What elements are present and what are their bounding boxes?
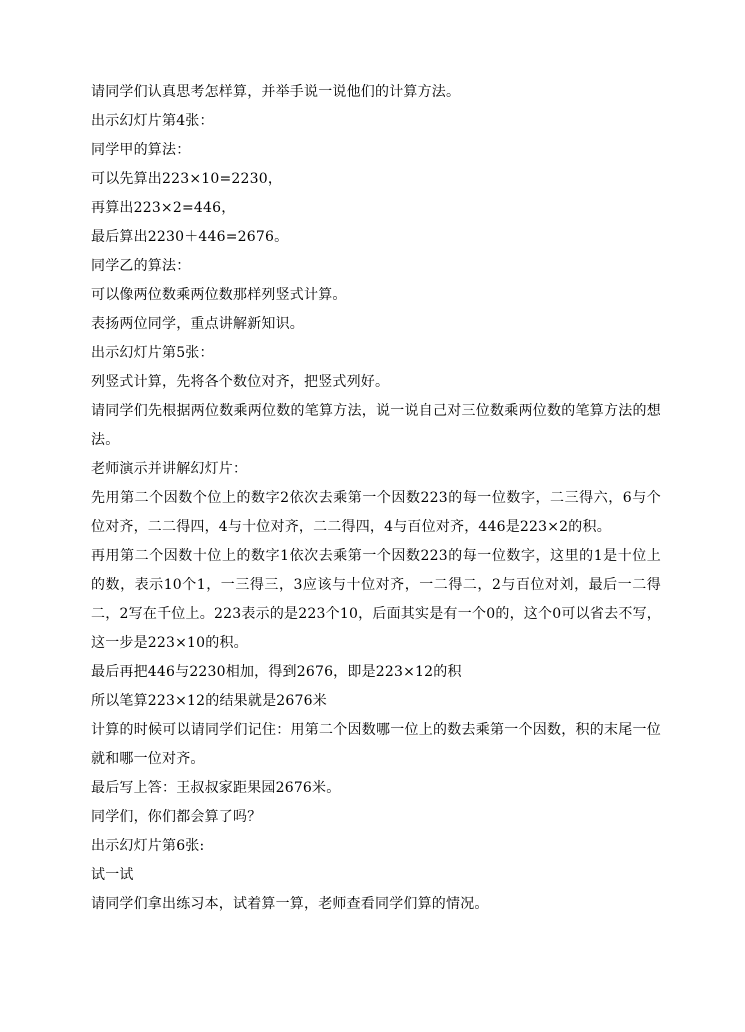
paragraph: 最后算出2230＋446=2676。 xyxy=(91,229,289,245)
paragraph: 计算的时候可以请同学们记住：用第二个因数哪一位上的数去乘第一个因数，积的末尾一位就和哪一位对齐。 xyxy=(91,722,661,767)
paragraph: 最后再把446与2230相加，得到2676，即是223×12的积 xyxy=(91,664,462,680)
paragraph: 先用第二个因数个位上的数字2依次去乘第一个因数223的每一位数字，二三得六，6与个位对齐，二二得四，4与十位对齐，二二得四，4与百位对齐，446是223×2的积。 xyxy=(91,490,661,535)
paragraph: 请同学们先根据两位数乘两位数的笔算方法，说一说自己对三位数乘两位数的笔算方法的想法。 xyxy=(91,403,661,448)
paragraph: 同学甲的算法： xyxy=(91,142,191,158)
paragraph: 同学们，你们都会算了吗？ xyxy=(91,809,262,825)
paragraph: 可以像两位数乘两位数那样列竖式计算。 xyxy=(91,287,347,303)
paragraph: 可以先算出223×10=2230， xyxy=(91,171,283,187)
paragraph: 表扬两位同学，重点讲解新知识。 xyxy=(91,316,304,332)
paragraph: 同学乙的算法： xyxy=(91,258,191,274)
paragraph: 出示幻灯片第5张： xyxy=(91,345,214,361)
paragraph: 请同学们认真思考怎样算，并举手说一说他们的计算方法。 xyxy=(91,84,461,100)
paragraph: 所以笔算223×12的结果就是2676米 xyxy=(91,693,327,709)
paragraph: 出示幻灯片第4张： xyxy=(91,113,214,129)
paragraph: 请同学们拿出练习本，试着算一算，老师查看同学们算的情况。 xyxy=(91,896,489,912)
paragraph: 试一试 xyxy=(91,867,134,883)
paragraph: 再用第二个因数十位上的数字1依次去乘第一个因数223的每一位数字，这里的1是十位上的数，表示10个1，一三得三，3应该与十位对齐，一二得二，2与百位对刘，最后一二得二，2写在千位上。223表示的是223个10，后面其实是有一个0的，这个0可以省去不写，这一步是223×10的积。 xyxy=(91,548,661,651)
paragraph: 再算出223×2=446， xyxy=(91,200,236,216)
paragraph: 老师演示并讲解幻灯片： xyxy=(91,461,248,477)
paragraph: 列竖式计算，先将各个数位对齐，把竖式列好。 xyxy=(91,374,390,390)
document-body xyxy=(91,78,661,919)
paragraph: 出示幻灯片第6张: xyxy=(91,838,205,854)
paragraph: 最后写上答：王叔叔家距果园2676米。 xyxy=(91,780,341,796)
